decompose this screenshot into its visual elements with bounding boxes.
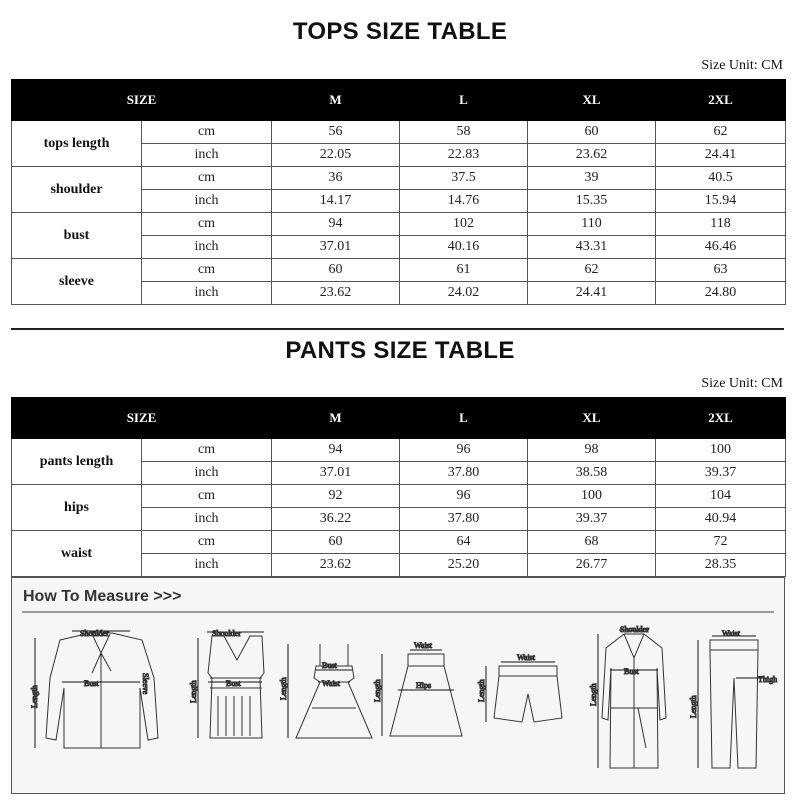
value-cell: 46.46 (656, 236, 786, 259)
unit-cell: inch (142, 144, 272, 167)
value-cell: 110 (528, 213, 656, 236)
value-cell: 24.80 (656, 282, 786, 305)
unit-cell: inch (142, 554, 272, 577)
pants-unit-note: Size Unit: CM (701, 376, 783, 391)
unit-cell: cm (142, 439, 272, 462)
value-cell: 37.01 (272, 236, 400, 259)
dress-length-label: Length (279, 677, 288, 700)
size-column-header: M (272, 80, 400, 121)
pants-diagram-icon (689, 629, 777, 768)
value-cell: 63 (656, 259, 786, 282)
coat-bust-label: Bust (624, 667, 639, 676)
measurement-label: waist (12, 531, 142, 577)
size-header: SIZE (12, 398, 272, 439)
unit-cell: inch (142, 462, 272, 485)
size-column-header: 2XL (656, 80, 786, 121)
header-row (12, 80, 786, 121)
section-divider (11, 328, 784, 330)
tank-bust-label: Bust (226, 679, 241, 688)
tank-top-diagram-icon (189, 629, 264, 738)
value-cell: 23.62 (272, 282, 400, 305)
how-to-measure-panel (11, 577, 785, 794)
unit-cell: cm (142, 213, 272, 236)
value-cell: 61 (400, 259, 528, 282)
value-cell: 14.17 (272, 190, 400, 213)
measurement-label: sleeve (12, 259, 142, 305)
measurement-label: tops length (12, 121, 142, 167)
value-cell: 15.94 (656, 190, 786, 213)
size-column-header: XL (528, 80, 656, 121)
value-cell: 102 (400, 213, 528, 236)
value-cell: 72 (656, 531, 786, 554)
dress-diagram-icon (279, 644, 372, 738)
value-cell: 36.22 (272, 508, 400, 531)
value-cell: 39.37 (528, 508, 656, 531)
unit-cell: cm (142, 167, 272, 190)
measurement-label: pants length (12, 439, 142, 485)
size-column-header: M (272, 398, 400, 439)
table-row (12, 121, 786, 144)
dress-waist-label: Waist (322, 679, 341, 688)
value-cell: 37.80 (400, 508, 528, 531)
value-cell: 60 (272, 531, 400, 554)
value-cell: 15.35 (528, 190, 656, 213)
size-column-header: 2XL (656, 398, 786, 439)
value-cell: 39.37 (656, 462, 786, 485)
tank-length-label: Length (189, 680, 198, 703)
pants-waist-label: Waist (722, 629, 741, 638)
blouse-shoulder-label: Shoulder (80, 629, 109, 638)
table-row (12, 439, 786, 462)
value-cell: 118 (656, 213, 786, 236)
value-cell: 28.35 (656, 554, 786, 577)
blouse-length-label: Length (30, 685, 39, 708)
value-cell: 96 (400, 485, 528, 508)
dress-bust-label: Bust (322, 661, 337, 670)
value-cell: 100 (656, 439, 786, 462)
value-cell: 37.01 (272, 462, 400, 485)
tops-unit-note: Size Unit: CM (701, 58, 783, 73)
value-cell: 94 (272, 439, 400, 462)
measurement-label: bust (12, 213, 142, 259)
measurement-label: shoulder (12, 167, 142, 213)
value-cell: 22.05 (272, 144, 400, 167)
value-cell: 40.16 (400, 236, 528, 259)
value-cell: 98 (528, 439, 656, 462)
value-cell: 92 (272, 485, 400, 508)
tank-shoulder-label: Shoulder (212, 629, 241, 638)
unit-cell: cm (142, 531, 272, 554)
blouse-sleeve-label: Sleeve (141, 673, 150, 695)
skirt-length-label: Length (373, 679, 382, 702)
value-cell: 23.62 (272, 554, 400, 577)
unit-cell: inch (142, 236, 272, 259)
value-cell: 60 (528, 121, 656, 144)
pants-size-table (11, 397, 786, 577)
table-row (12, 167, 786, 190)
value-cell: 24.41 (528, 282, 656, 305)
table-row (12, 531, 786, 554)
value-cell: 40.94 (656, 508, 786, 531)
unit-cell: cm (142, 259, 272, 282)
value-cell: 58 (400, 121, 528, 144)
value-cell: 25.20 (400, 554, 528, 577)
skirt-waist-label: Waist (414, 641, 433, 650)
pants-title: PANTS SIZE TABLE (285, 337, 515, 364)
blouse-bust-label: Bust (84, 679, 99, 688)
value-cell: 36 (272, 167, 400, 190)
coat-diagram-icon (589, 625, 666, 768)
tops-title: TOPS SIZE TABLE (292, 18, 508, 45)
value-cell: 38.58 (528, 462, 656, 485)
coat-shoulder-label: Shoulder (620, 625, 649, 634)
blouse-diagram-icon (30, 629, 158, 748)
header-row (12, 398, 786, 439)
coat-length-label: Length (589, 683, 598, 706)
value-cell: 64 (400, 531, 528, 554)
unit-cell: cm (142, 485, 272, 508)
table-row (12, 485, 786, 508)
value-cell: 56 (272, 121, 400, 144)
unit-cell: inch (142, 282, 272, 305)
value-cell: 96 (400, 439, 528, 462)
unit-cell: inch (142, 190, 272, 213)
size-header: SIZE (12, 80, 272, 121)
table-row (12, 213, 786, 236)
value-cell: 37.80 (400, 462, 528, 485)
size-column-header: L (400, 80, 528, 121)
value-cell: 100 (528, 485, 656, 508)
skirt-diagram-icon (373, 641, 462, 736)
value-cell: 43.31 (528, 236, 656, 259)
tops-size-table (11, 79, 786, 305)
shorts-length-label: Length (477, 679, 486, 702)
value-cell: 94 (272, 213, 400, 236)
value-cell: 40.5 (656, 167, 786, 190)
pants-length-label: Length (689, 695, 698, 718)
value-cell: 104 (656, 485, 786, 508)
table-row (12, 259, 786, 282)
value-cell: 62 (528, 259, 656, 282)
size-column-header: L (400, 398, 528, 439)
value-cell: 26.77 (528, 554, 656, 577)
pants-thigh-label: Thigh (758, 675, 778, 684)
value-cell: 37.5 (400, 167, 528, 190)
value-cell: 39 (528, 167, 656, 190)
value-cell: 60 (272, 259, 400, 282)
value-cell: 23.62 (528, 144, 656, 167)
unit-cell: cm (142, 121, 272, 144)
measurement-label: hips (12, 485, 142, 531)
size-column-header: XL (528, 398, 656, 439)
value-cell: 62 (656, 121, 786, 144)
value-cell: 14.76 (400, 190, 528, 213)
value-cell: 68 (528, 531, 656, 554)
how-to-measure-heading: How To Measure >>> (23, 588, 182, 605)
unit-cell: inch (142, 508, 272, 531)
skirt-hips-label: Hips (416, 681, 432, 690)
value-cell: 24.02 (400, 282, 528, 305)
value-cell: 22.83 (400, 144, 528, 167)
shorts-diagram-icon (477, 653, 562, 722)
shorts-waist-label: Waist (517, 653, 536, 662)
value-cell: 24.41 (656, 144, 786, 167)
